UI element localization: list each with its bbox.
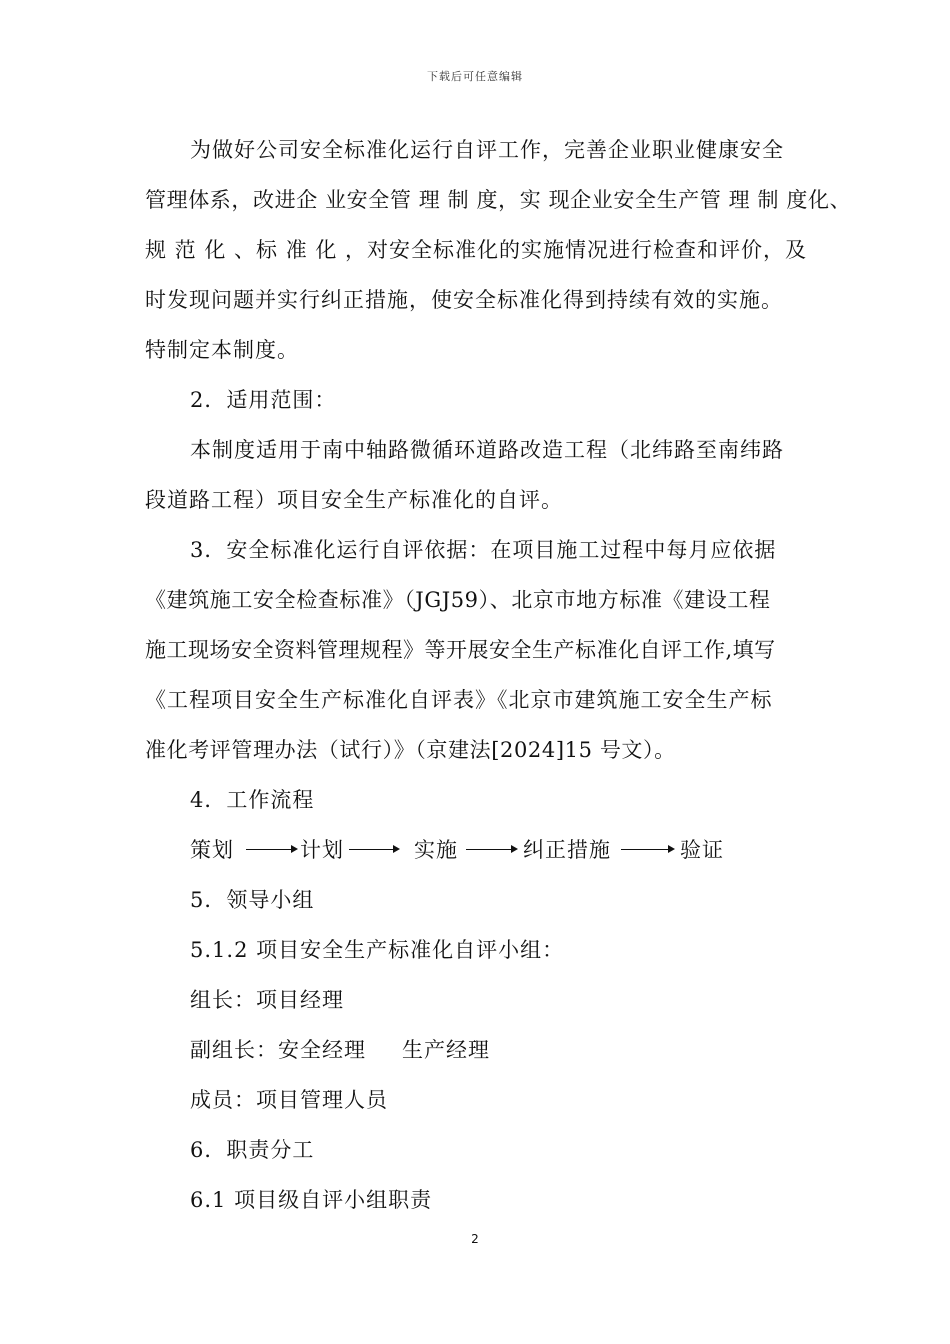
section-6-heading: 6．职责分工 bbox=[190, 1138, 315, 1162]
flow-arrow-icon bbox=[246, 849, 291, 850]
section-3-line-3: 施工现场安全资料管理规程》等开展安全生产标准化自评工作,填写 bbox=[145, 638, 776, 662]
section-3-line-5: 准化考评管理办法（试行）》（京建法[2024]15 号文）。 bbox=[145, 738, 676, 762]
section-3-line-2: 《建筑施工安全检查标准》（JGJ59）、北京市地方标准《建设工程 bbox=[145, 588, 771, 612]
flow-step-schedule: 计划 bbox=[300, 838, 344, 862]
section-6-subheading: 6.1 项目级自评小组职责 bbox=[190, 1188, 433, 1212]
section-2-heading: 2．适用范围： bbox=[190, 388, 337, 412]
section-5-subheading: 5.1.2 项目安全生产标准化自评小组： bbox=[190, 938, 565, 962]
intro-line-1: 为做好公司安全标准化运行自评工作，完善企业职业健康安全 bbox=[190, 138, 784, 162]
group-leader: 组长：项目经理 bbox=[190, 988, 344, 1012]
group-members: 成员：项目管理人员 bbox=[190, 1088, 388, 1112]
intro-line-2: 管理体系，改进企 业安全管 理 制 度，实 现企业安全生产管 理 制 度化、 bbox=[145, 188, 852, 212]
workflow-diagram bbox=[190, 836, 750, 864]
flow-step-implement: 实施 bbox=[414, 838, 458, 862]
section-2-line-2: 段道路工程）项目安全生产标准化的自评。 bbox=[145, 488, 563, 512]
section-5-heading: 5．领导小组 bbox=[190, 888, 315, 912]
intro-line-5: 特制定本制度。 bbox=[145, 338, 299, 362]
group-deputy bbox=[190, 1036, 490, 1064]
section-4-heading: 4．工作流程 bbox=[190, 788, 315, 812]
section-2-line-1: 本制度适用于南中轴路微循环道路改造工程（北纬路至南纬路 bbox=[190, 438, 784, 462]
section-3-line-1: 3．安全标准化运行自评依据：在项目施工过程中每月应依据 bbox=[190, 538, 777, 562]
flow-step-plan: 策划 bbox=[190, 838, 234, 862]
page-header: 下载后可任意编辑 bbox=[427, 70, 523, 83]
flow-step-correct: 纠正措施 bbox=[523, 838, 611, 862]
deputy-label: 副组长：安全经理 bbox=[190, 1038, 366, 1062]
flow-arrow-icon bbox=[349, 849, 393, 850]
flow-step-verify: 验证 bbox=[680, 838, 724, 862]
section-3-line-4: 《工程项目安全生产标准化自评表》《北京市建筑施工安全生产标 bbox=[145, 688, 773, 712]
flow-arrow-icon bbox=[621, 849, 668, 850]
intro-line-3: 规 范 化 、标 准 化 ，对安全标准化的实施情况进行检查和评价，及 bbox=[145, 238, 808, 262]
page-number: 2 bbox=[471, 1232, 479, 1246]
flow-arrow-icon bbox=[466, 849, 511, 850]
deputy-second: 生产经理 bbox=[402, 1038, 490, 1062]
intro-line-4: 时发现问题并实行纠正措施，使安全标准化得到持续有效的实施。 bbox=[145, 288, 783, 312]
